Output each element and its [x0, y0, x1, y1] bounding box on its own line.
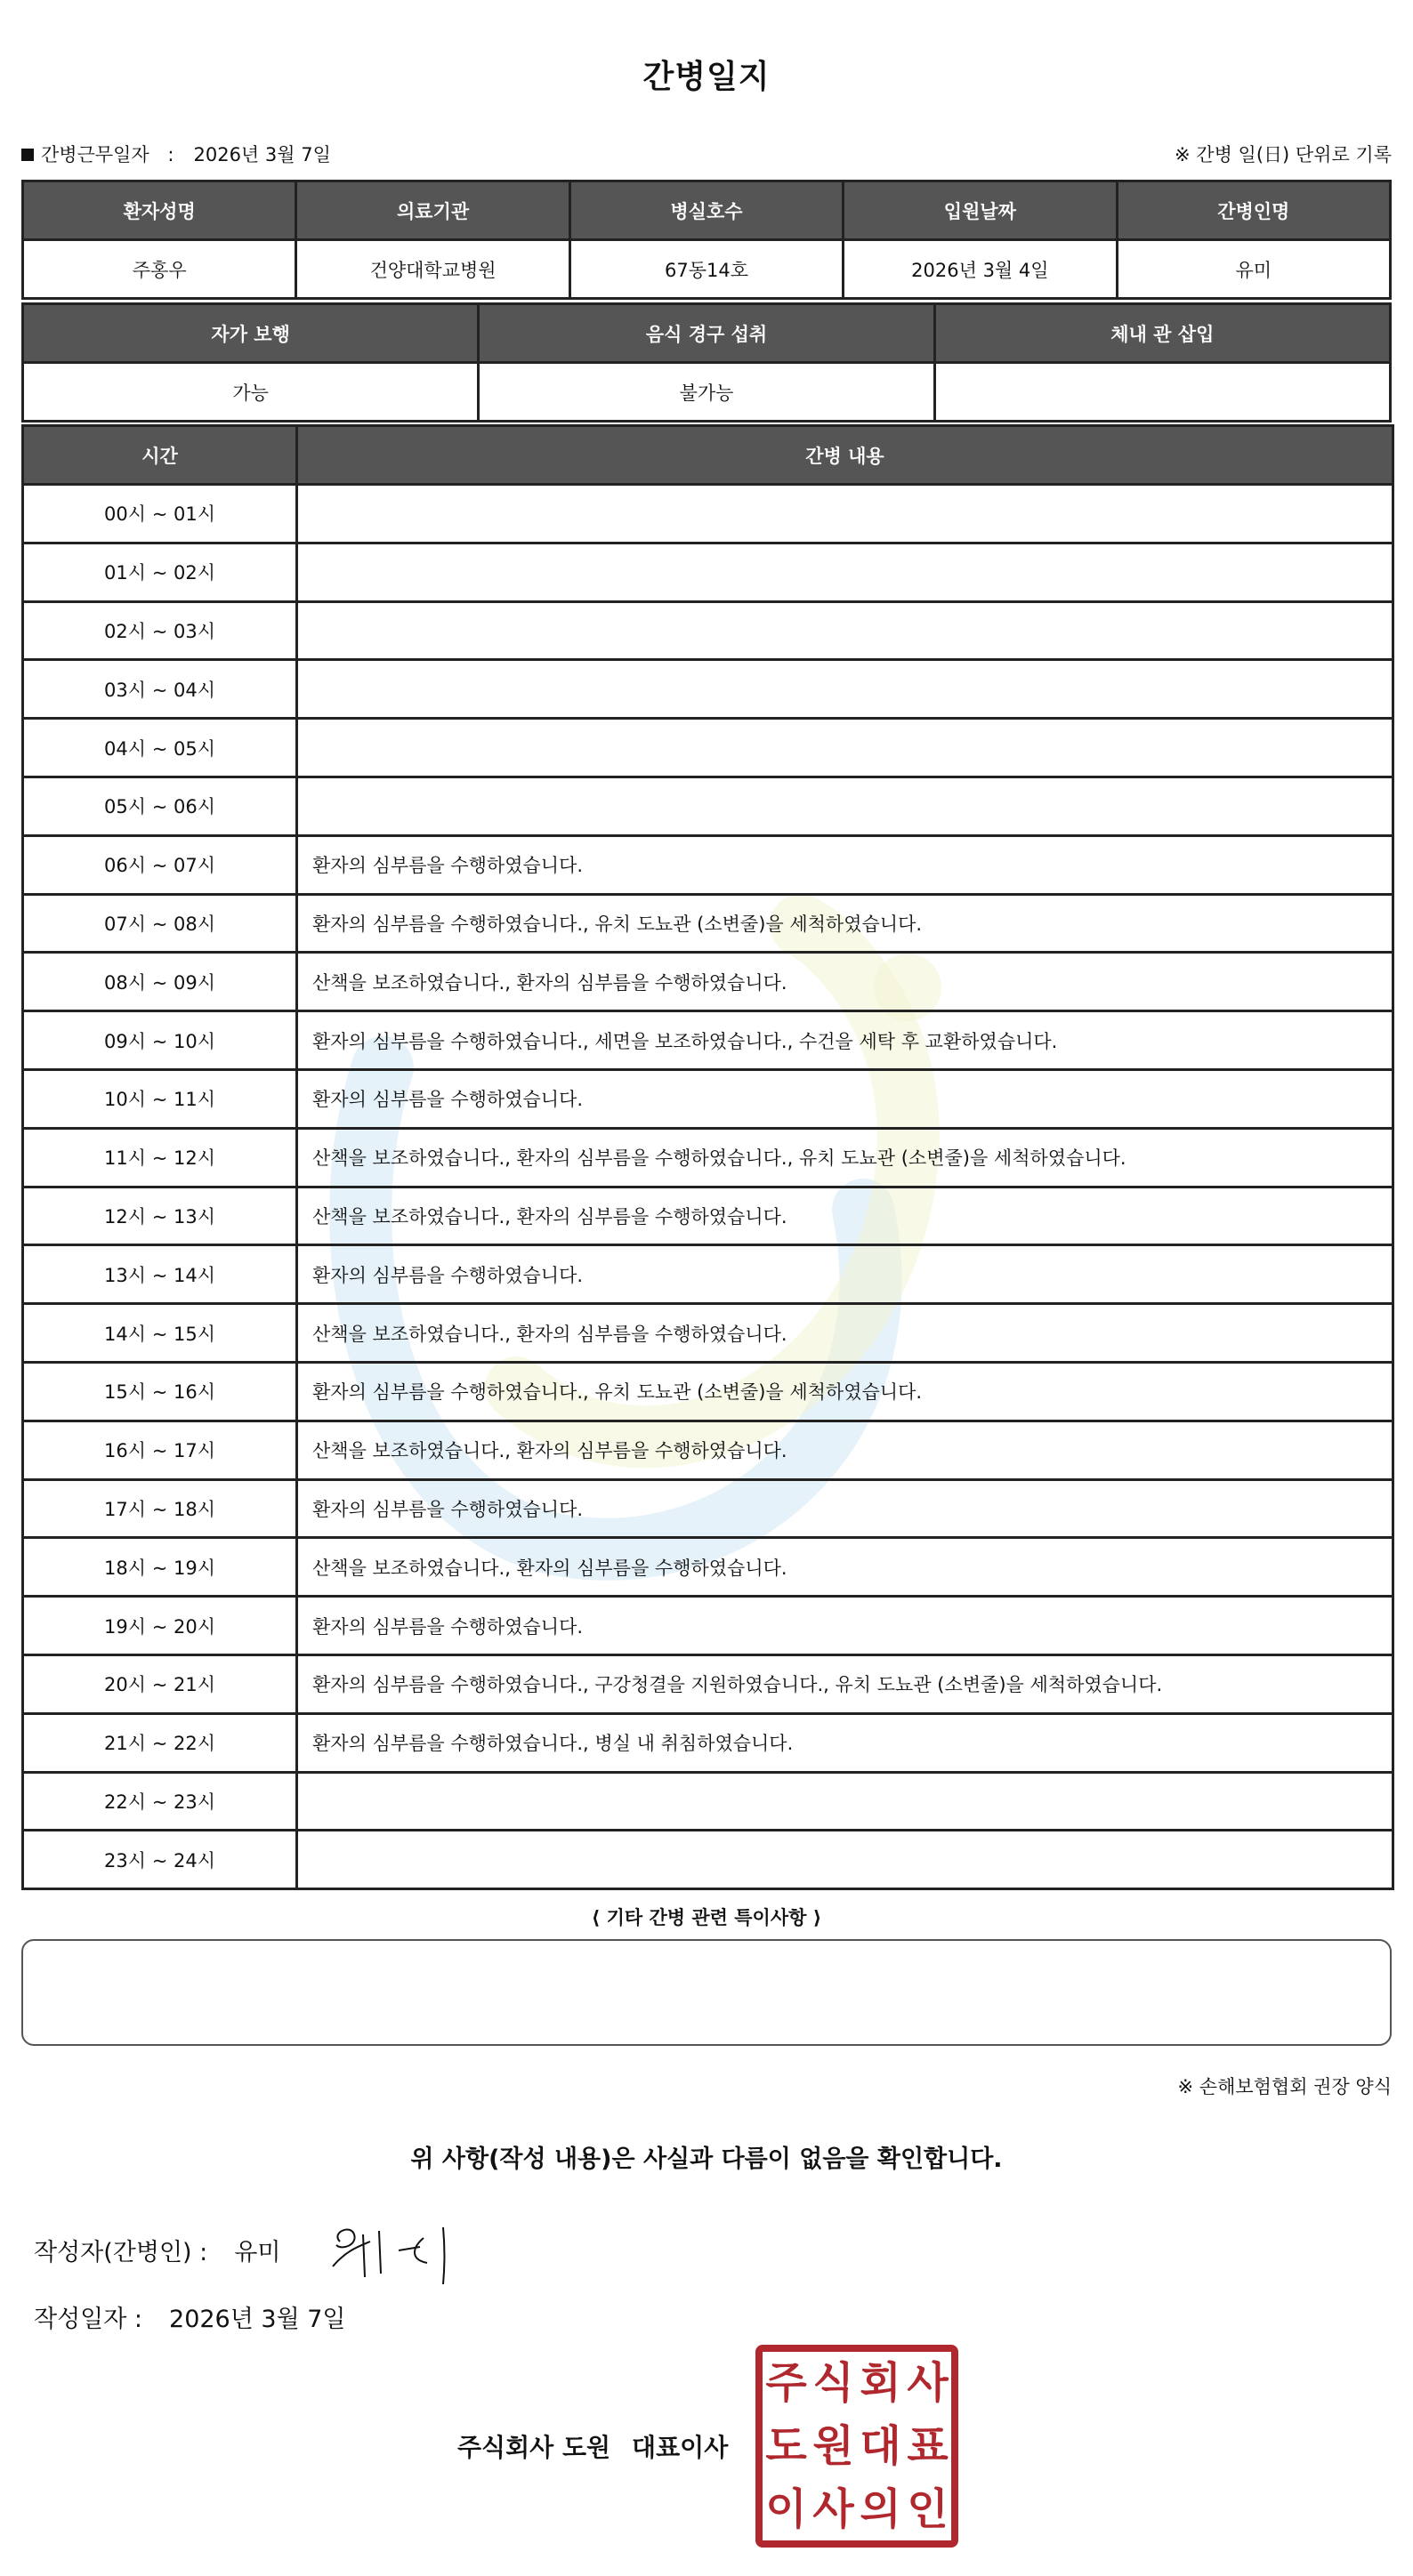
log-time: 05시 ~ 06시: [23, 777, 297, 835]
log-content: 산책을 보조하였습니다., 환자의 심부름을 수행하였습니다.: [297, 1304, 1393, 1363]
company-seal-stamp: 주 식 회 사 도 원 대 표 이 사 의 인: [755, 2345, 958, 2548]
log-content: [297, 601, 1393, 660]
written-date-line: [34, 2299, 346, 2334]
log-content: 환자의 심부름을 수행하였습니다., 구강청결을 지원하였습니다., 유치 도뇨관 (소변줄)을 세척하였습니다.: [297, 1654, 1393, 1713]
tube-status: [934, 363, 1390, 422]
company-name: 주식회사 도원: [457, 2433, 611, 2462]
log-content: [297, 543, 1393, 601]
hospital-name: 건양대학교병원: [296, 240, 569, 299]
care-log-row: [23, 660, 1393, 719]
log-content: [297, 719, 1393, 777]
log-time: 19시 ~ 20시: [23, 1597, 297, 1655]
log-content: 환자의 심부름을 수행하였습니다., 유치 도뇨관 (소변줄)을 세척하였습니다.: [297, 894, 1393, 953]
care-log-body: [23, 485, 1393, 1889]
square-bullet-icon: [21, 149, 34, 161]
care-log-row: [23, 543, 1393, 601]
care-log-row: [23, 1831, 1393, 1889]
log-time: 04시 ~ 05시: [23, 719, 297, 777]
confirmation-statement: 위 사항(작성 내용)은 사실과 다름이 없음을 확인합니다.: [410, 2145, 1003, 2173]
header-caregiver: 간병인명: [1117, 181, 1390, 240]
log-content: 환자의 심부름을 수행하였습니다.: [297, 1245, 1393, 1304]
work-date-line: [21, 141, 331, 167]
patient-info-table: [21, 180, 1392, 300]
header-tube: 체내 관 삽입: [934, 304, 1390, 363]
log-time: 01시 ~ 02시: [23, 543, 297, 601]
care-log-row: [23, 1538, 1393, 1597]
status-value-row: [23, 363, 1391, 422]
log-content: [297, 485, 1393, 543]
log-time: 20시 ~ 21시: [23, 1654, 297, 1713]
care-log-table: [21, 424, 1394, 1890]
patient-name: 주홍우: [23, 240, 296, 299]
signature: [324, 2215, 484, 2295]
log-time: 03시 ~ 04시: [23, 660, 297, 719]
care-log-row: [23, 1421, 1393, 1479]
log-time: 00시 ~ 01시: [23, 485, 297, 543]
care-log-row: [23, 777, 1393, 835]
log-content: 환자의 심부름을 수행하였습니다.: [297, 1069, 1393, 1128]
oral-intake-status: 불가능: [479, 363, 934, 422]
log-time: 09시 ~ 10시: [23, 1011, 297, 1070]
log-time: 07시 ~ 08시: [23, 894, 297, 953]
header-patient-name: 환자성명: [23, 181, 296, 240]
log-content: 산책을 보조하였습니다., 환자의 심부름을 수행하였습니다., 유치 도뇨관 (소변줄)을 세척하였습니다.: [297, 1128, 1393, 1187]
notes-box: [21, 1939, 1392, 2046]
work-date-separator: :: [167, 144, 174, 165]
walking-status: 가능: [23, 363, 479, 422]
header-walking: 자가 보행: [23, 304, 479, 363]
log-content: 환자의 심부름을 수행하였습니다., 유치 도뇨관 (소변줄)을 세척하였습니다.: [297, 1362, 1393, 1421]
care-log-row: [23, 894, 1393, 953]
care-log-header-row: [23, 426, 1393, 485]
patient-status-table: [21, 302, 1392, 423]
header-room: 병실호수: [569, 181, 843, 240]
log-content: [297, 1831, 1393, 1889]
care-log-row: [23, 485, 1393, 543]
log-time: 11시 ~ 12시: [23, 1128, 297, 1187]
caregiver-name: 유미: [1117, 240, 1390, 299]
log-time: 21시 ~ 22시: [23, 1713, 297, 1772]
care-log-row: [23, 719, 1393, 777]
work-date-label: 간병근무일자: [41, 144, 149, 165]
status-header-row: [23, 304, 1391, 363]
header-oral-intake: 음식 경구 섭취: [479, 304, 934, 363]
written-date-label: 작성일자 :: [34, 2306, 143, 2333]
written-date-value: 2026년 3월 7일: [169, 2306, 346, 2333]
header-hospital: 의료기관: [296, 181, 569, 240]
log-content: 산책을 보조하였습니다., 환자의 심부름을 수행하였습니다.: [297, 1538, 1393, 1597]
care-log-row: [23, 1304, 1393, 1363]
log-content: [297, 1772, 1393, 1831]
log-content: [297, 660, 1393, 719]
log-time: 18시 ~ 19시: [23, 1538, 297, 1597]
log-time: 13시 ~ 14시: [23, 1245, 297, 1304]
log-time: 16시 ~ 17시: [23, 1421, 297, 1479]
header-care-content: 간병 내용: [297, 426, 1393, 485]
admission-date: 2026년 3월 4일: [844, 240, 1117, 299]
care-log-row: [23, 835, 1393, 894]
care-log-row: [23, 1597, 1393, 1655]
care-log-row: [23, 1128, 1393, 1187]
header-admission-date: 입원날짜: [844, 181, 1117, 240]
patient-header-row: [23, 181, 1391, 240]
log-time: 08시 ~ 09시: [23, 953, 297, 1011]
unit-note: ※ 간병 일(日) 단위로 기록: [1175, 144, 1392, 165]
log-time: 17시 ~ 18시: [23, 1479, 297, 1538]
care-log-row: [23, 601, 1393, 660]
care-log-row: [23, 1011, 1393, 1070]
room-number: 67동14호: [569, 240, 843, 299]
care-log-row: [23, 1772, 1393, 1831]
log-time: 12시 ~ 13시: [23, 1187, 297, 1245]
writer-name: 유미: [234, 2239, 281, 2266]
log-time: 22시 ~ 23시: [23, 1772, 297, 1831]
log-content: 환자의 심부름을 수행하였습니다.: [297, 1597, 1393, 1655]
writer-line: [34, 2233, 280, 2267]
writer-label: 작성자(간병인) :: [34, 2239, 208, 2266]
care-log-row: [23, 1362, 1393, 1421]
log-content: 산책을 보조하였습니다., 환자의 심부름을 수행하였습니다.: [297, 1421, 1393, 1479]
header-time: 시간: [23, 426, 297, 485]
log-time: 02시 ~ 03시: [23, 601, 297, 660]
care-log-row: [23, 1187, 1393, 1245]
log-content: 산책을 보조하였습니다., 환자의 심부름을 수행하였습니다.: [297, 1187, 1393, 1245]
log-time: 14시 ~ 15시: [23, 1304, 297, 1363]
log-time: 06시 ~ 07시: [23, 835, 297, 894]
care-log-row: [23, 953, 1393, 1011]
log-content: 환자의 심부름을 수행하였습니다.: [297, 835, 1393, 894]
log-content: 환자의 심부름을 수행하였습니다., 병실 내 취침하였습니다.: [297, 1713, 1393, 1772]
notes-title: ⟨ 기타 간병 관련 특이사항 ⟩: [591, 1907, 822, 1928]
recommend-note: ※ 손해보험협회 권장 양식: [1177, 2076, 1392, 2097]
patient-value-row: [23, 240, 1391, 299]
log-content: 환자의 심부름을 수행하였습니다., 세면을 보조하였습니다., 수건을 세탁 후 교환하였습니다.: [297, 1011, 1393, 1070]
log-content: [297, 777, 1393, 835]
log-time: 23시 ~ 24시: [23, 1831, 297, 1889]
care-log-row: [23, 1713, 1393, 1772]
care-log-row: [23, 1479, 1393, 1538]
care-log-row: [23, 1654, 1393, 1713]
log-content: 환자의 심부름을 수행하였습니다.: [297, 1479, 1393, 1538]
log-content: 산책을 보조하였습니다., 환자의 심부름을 수행하였습니다.: [297, 953, 1393, 1011]
log-time: 15시 ~ 16시: [23, 1362, 297, 1421]
care-log-row: [23, 1069, 1393, 1128]
company-line: [457, 2428, 728, 2464]
care-log-row: [23, 1245, 1393, 1304]
log-time: 10시 ~ 11시: [23, 1069, 297, 1128]
ceo-title: 대표이사: [632, 2433, 729, 2462]
work-date-value: 2026년 3월 7일: [193, 144, 331, 165]
document-title: 간병일지: [642, 59, 771, 95]
